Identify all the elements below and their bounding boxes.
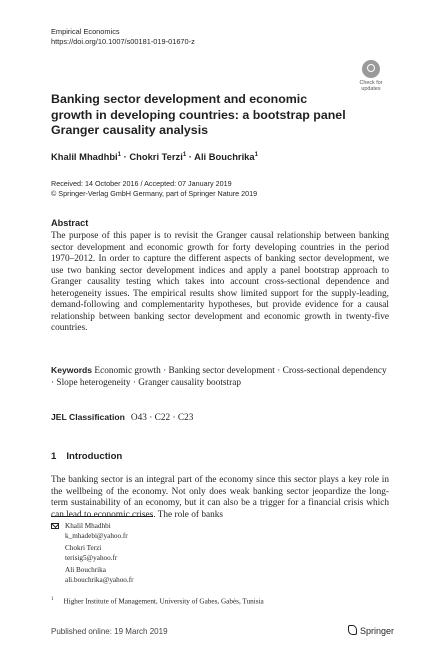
check-for-updates-label: Check for updates [359, 80, 383, 92]
keywords-label: Keywords [51, 365, 93, 375]
jel-classification [51, 412, 193, 423]
jel-label: JEL Classification [51, 412, 125, 422]
received-accepted-dates: Received: 14 October 2016 / Accepted: 07 January 2019 [51, 179, 232, 188]
contact-email[interactable]: ali.bouchrika@yahoo.fr [65, 575, 134, 584]
affiliation-footnote [51, 597, 264, 605]
journal-name: Empirical Economics [51, 27, 120, 36]
published-online-date: Published online: 19 March 2019 [51, 627, 168, 636]
contact-entry [51, 522, 134, 541]
article-dates [51, 179, 257, 199]
journal-doi-link[interactable]: https://doi.org/10.1007/s00181-019-01670-z [51, 37, 195, 46]
journal-header [51, 27, 195, 47]
author-affiliation-mark: 1 [117, 151, 122, 158]
springer-horse-icon [348, 625, 357, 635]
introduction-text: The banking sector is an integral part of the economy since this sector plays a key role in the wellbeing of the economy. Not only does weak banking sector jeopardize the long-term sustainability of an economy, but it can also be a trigger for a financial crisis which can lead to economic crises. The role of banks [51, 475, 389, 520]
corresponding-contacts [51, 522, 134, 588]
jel-codes: O43 · C22 · C23 [130, 413, 194, 423]
contact-email[interactable]: terisig5@yahoo.fr [65, 553, 118, 562]
check-for-updates-badge[interactable] [354, 59, 388, 95]
author-affiliation-mark: 1 [182, 151, 187, 158]
author-name[interactable]: Ali Bouchrika [194, 151, 255, 162]
copyright-notice: © Springer-Verlag GmbH Germany, part of Springer Nature 2019 [51, 189, 258, 198]
affiliation-text: Higher Institute of Management, University of Gabes, Gabès, Tunisia [63, 597, 264, 606]
contact-email[interactable]: k_mhadebi@yahoo.fr [65, 531, 128, 540]
affiliation-mark: 1 [51, 597, 54, 602]
contact-entry [51, 544, 134, 563]
contact-name: Chokri Terzi [65, 544, 102, 552]
abstract-text: The purpose of this paper is to revisit the Granger causal relationship between banking sector development and economic growth for forty developing countries in the period 1970–2012. In order to capture the different aspects of banking sector development, we use two banking sector development indices and apply a panel bootstrap approach to Granger causality testing which takes into account cross-sectional dependence and heterogeneity issues. The empirical results show limited support for the supply-leading, demand-following and complementarity hypotheses, but provide evidence for a causal relationship between banking sector development and economic growth in twenty-five countries. [51, 231, 389, 333]
footnote-divider [51, 516, 153, 517]
section-number: 1 [51, 451, 57, 462]
author-name[interactable]: Khalil Mhadhbi [51, 151, 118, 162]
abstract-heading: Abstract [51, 218, 89, 228]
check-for-updates-icon [362, 60, 380, 78]
paper-title: Banking sector development and economic growth in developing countries: a bootstrap panel Granger causality analysis [51, 92, 346, 137]
author-affiliation-mark: 1 [254, 151, 258, 158]
publisher-logo [348, 625, 394, 636]
author-list: Khalil Mhadhbi$^1$ · Chokri Terzi$^1$ · Ali Bouchrika$^1$ [51, 151, 258, 162]
publisher-name: Springer [360, 626, 395, 636]
contact-name: Ali Bouchrika [65, 566, 106, 574]
envelope-icon [51, 523, 59, 529]
contact-entry [51, 566, 134, 585]
section-title: Introduction [66, 451, 123, 462]
keywords [51, 365, 389, 390]
section-heading [51, 451, 122, 462]
author-name[interactable]: Chokri Terzi [129, 151, 183, 162]
keywords-text: Economic growth · Banking sector development · Cross-sectional dependency · Slope heterogeneity · Granger causality bootstrap [51, 366, 387, 388]
contact-name: Khalil Mhadhbi [65, 522, 111, 530]
